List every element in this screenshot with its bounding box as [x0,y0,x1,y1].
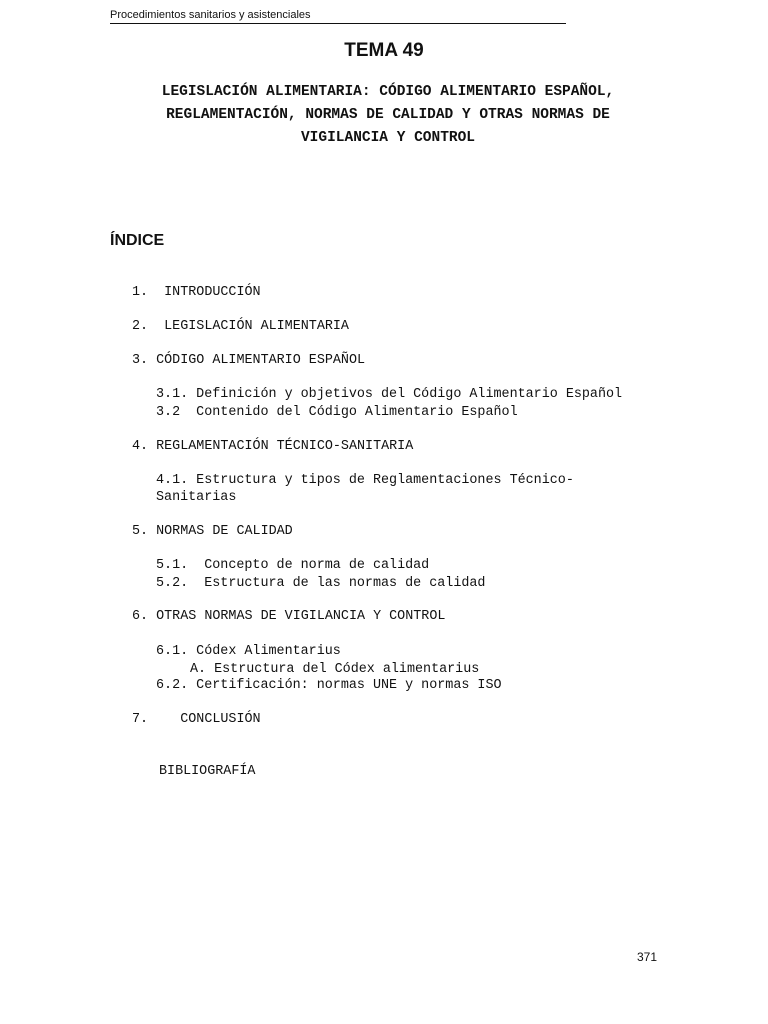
topic-subtitle [110,81,666,150]
toc-item-bibliografia: BIBLIOGRAFÍA [159,764,256,779]
toc-item-normas-calidad: 5. NORMAS DE CALIDAD [132,524,293,539]
subtitle-line: LEGISLACIÓN ALIMENTARIA: CÓDIGO ALIMENTARIO ESPAÑOL, [161,84,615,100]
toc-subitem-3-1: 3.1. Definición y objetivos del Código Alimentario Español [156,387,623,402]
toc-item-reglamentacion: 4. REGLAMENTACIÓN TÉCNICO-SANITARIA [132,439,414,454]
toc-item-conclusion: 7. CONCLUSIÓN [132,712,261,727]
subtitle-line: VIGILANCIA Y CONTROL [300,130,476,146]
page-title: TEMA 49 [344,40,424,61]
toc-subitem-3-2: 3.2 Contenido del Código Alimentario Español [156,405,518,420]
toc-subitem-5-1: 5.1. Concepto de norma de calidad [156,558,430,573]
toc-subitem-4-1-cont: Sanitarias [156,490,237,505]
toc-item-codigo: 3. CÓDIGO ALIMENTARIO ESPAÑOL [132,353,366,368]
toc-subitem-4-1: 4.1. Estructura y tipos de Reglamentaciones Técnico- [156,473,574,488]
toc-subitem-6-1: 6.1. Códex Alimentarius [156,644,341,659]
index-heading: ÍNDICE [110,232,165,249]
subtitle-line: REGLAMENTACIÓN, NORMAS DE CALIDAD Y OTRAS NORMAS DE [166,107,610,123]
toc-item-introduccion: 1. INTRODUCCIÓN [132,285,261,300]
running-header: Procedimientos sanitarios y asistenciales [110,8,566,24]
toc-subitem-5-2: 5.2. Estructura de las normas de calidad [156,576,486,591]
page-number: 371 [637,950,658,964]
toc-subitem-6-2: 6.2. Certificación: normas UNE y normas ISO [156,678,502,693]
toc-item-otras-normas: 6. OTRAS NORMAS DE VIGILANCIA Y CONTROL [132,609,446,624]
toc-item-legislacion: 2. LEGISLACIÓN ALIMENTARIA [132,319,349,334]
toc-subitem-6-1-a: A. Estructura del Códex alimentarius [190,662,480,677]
